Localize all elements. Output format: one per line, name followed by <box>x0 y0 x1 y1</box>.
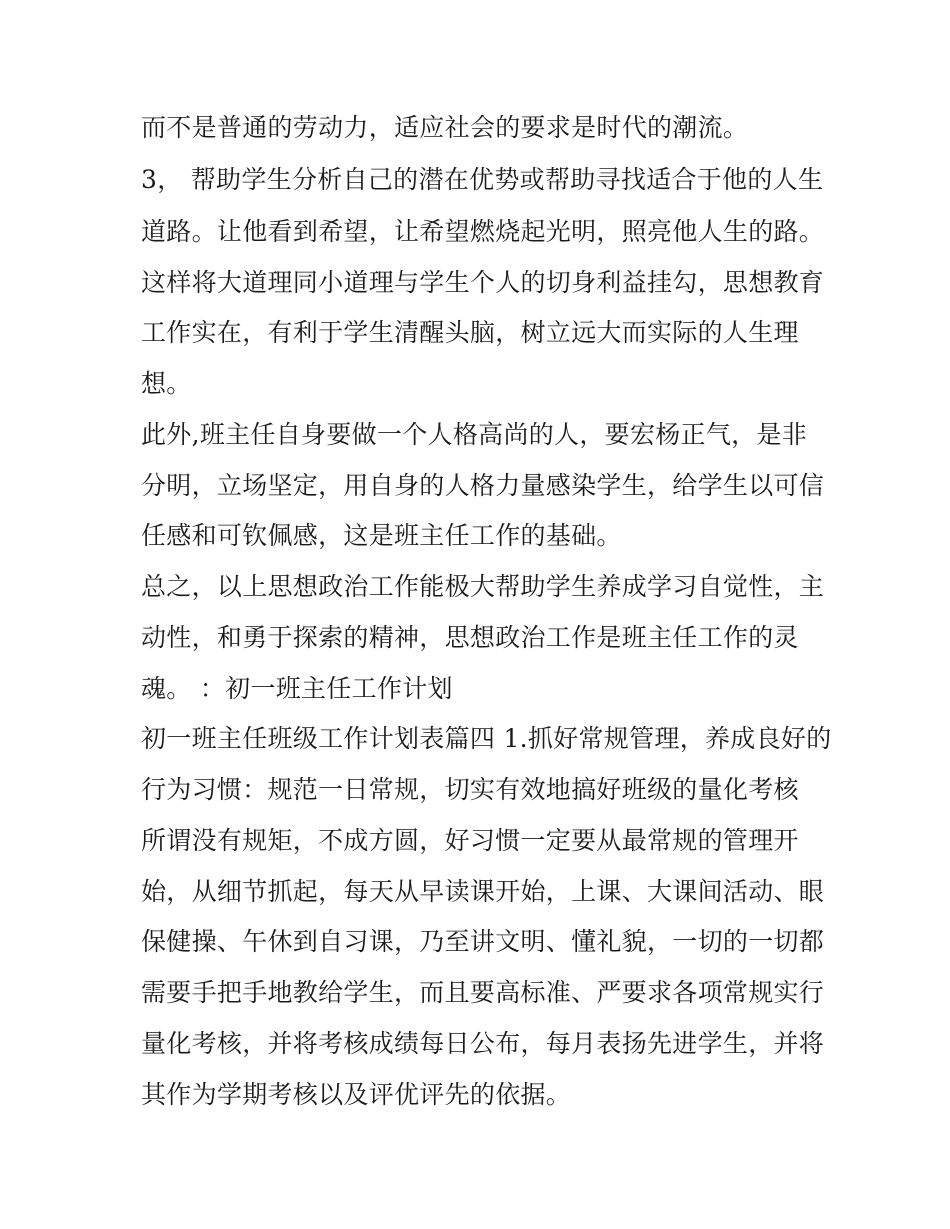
text-line: 3， 帮助学生分析自己的潜在优势或帮助寻找适合于他的人生 <box>141 165 824 194</box>
text-line: 工作实在，有利于学生清醒头脑，树立远大而实际的人生理 <box>141 318 799 347</box>
text-line: 任感和可钦佩感，这是班主任工作的基础。 <box>141 521 622 550</box>
text-line: 此外,班主任自身要做一个人格高尚的人，要宏杨正气，是非 <box>141 420 808 449</box>
text-line: 其作为学期考核以及评优评先的依据。 <box>141 1080 572 1109</box>
text-line: 保健操、午休到自习课，乃至讲文明、懂礼貌，一切的一切都 <box>141 927 825 956</box>
text-line: 道路。让他看到希望，让希望燃烧起光明，照亮他人生的路。 <box>141 217 825 246</box>
text-line: 这样将大道理同小道理与学生个人的切身利益挂勾，思想教育 <box>141 268 825 297</box>
text-line: 魂。 ：初一班主任工作计划 <box>141 674 453 703</box>
text-line: 行为习惯：规范一日常规，切实有效地搞好班级的量化考核 <box>141 775 799 804</box>
text-line: 初一班主任班级工作计划表篇四 1.抓好常规管理，养成良好的 <box>141 724 832 753</box>
text-line: 动性，和勇于探索的精神，思想政治工作是班主任工作的灵 <box>141 623 799 652</box>
text-line: 想。 <box>141 369 192 398</box>
text-line: 量化考核，并将考核成绩每日公布，每月表扬先进学生，并将 <box>141 1029 825 1058</box>
text-line: 总之，以上思想政治工作能极大帮助学生养成学习自觉性，主 <box>141 572 825 601</box>
text-line: 始，从细节抓起，每天从早读课开始，上课、大课间活动、眼 <box>141 877 825 906</box>
text-line: 所谓没有规矩，不成方圆，好习惯一定要从最常规的管理开 <box>141 826 799 855</box>
text-line: 而不是普通的劳动力，适应社会的要求是时代的潮流。 <box>141 113 749 142</box>
text-line: 需要手把手地教给学生，而且要高标准、严要求各项常规实行 <box>141 978 825 1007</box>
text-line: 分明，立场坚定，用自身的人格力量感染学生，给学生以可信 <box>141 471 825 500</box>
